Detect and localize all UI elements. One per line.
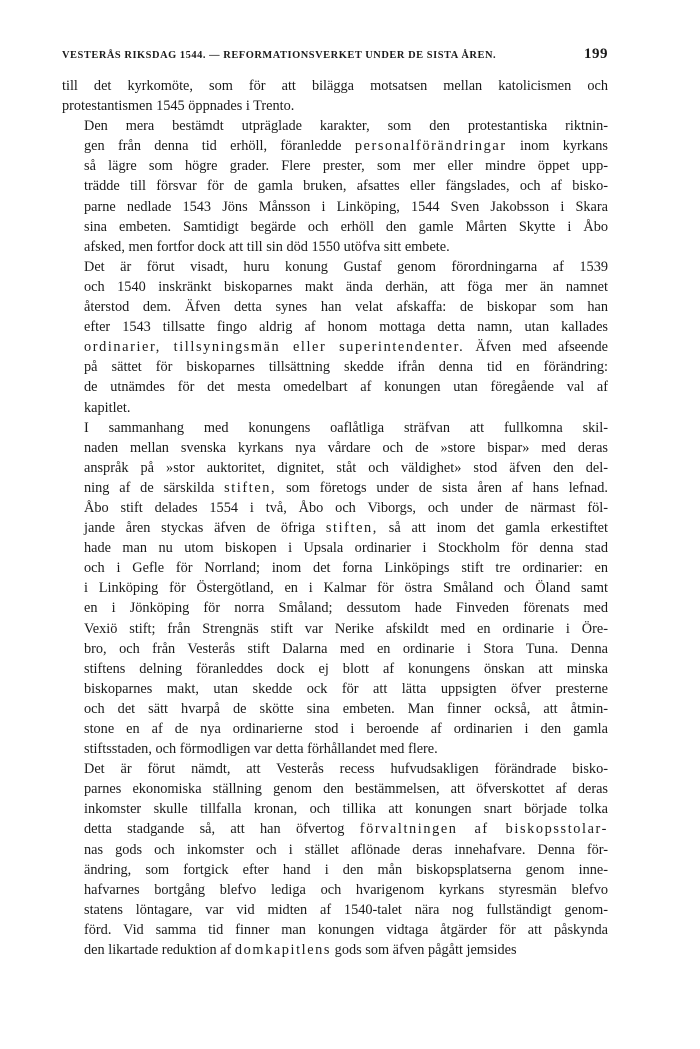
text-line: jande åren styckas äfven de öfriga stiften, så att inom det gamla erkestiftet — [84, 520, 608, 537]
text-line: Det är förut nämdt, att Vesterås recess hufvudsakligen förändrade bisko- — [84, 761, 608, 778]
text-line: stiftsstaden, och förmodligen var detta förhållandet med flere. — [84, 741, 438, 758]
text-line: så lägre som högre grader. Flere prester, som mer eller mindre öppet upp- — [84, 158, 608, 175]
text-line: Åbo stift delades 1554 i två, Åbo och Viborgs, och under de närmast föl- — [84, 499, 608, 516]
text-line: ändring, som fortgick efter hand i den mån biskopsplatserna genom inne- — [84, 861, 608, 878]
running-head-title: VESTERÅS RIKSDAG 1544. — REFORMATIONSVERKET UNDER DE SISTA ÅREN. — [62, 50, 497, 61]
text-line: afsked, men fortfor dock att till sin död 1550 utöfva sitt embete. — [84, 238, 450, 255]
text-line: förd. Vid samma tid finner man konungen vidtaga åtgärder för att påskynda — [84, 921, 608, 938]
text-line: på sättet för biskoparnes tillsättning skedde ifrån denna tid en förändring: — [84, 359, 608, 376]
text-line: statens löntagare, var vid midten af 1540-talet nära nog fullständigt genom- — [84, 901, 608, 918]
text-line: stone en af de nya ordinarierne stod i beroende af ordinarien i den gamla — [84, 721, 608, 737]
page-number: 199 — [584, 46, 608, 62]
text-line: trädde till försvar för de gamla bruken, afsattes eller fängslades, och af bisko- — [84, 178, 608, 195]
paragraph — [62, 116, 608, 257]
text-line: biskoparnes makt, utan skedde ock för att lätta uppsigten öfver presterne — [84, 680, 608, 697]
paragraph — [62, 257, 608, 418]
text-line: hafvarnes bortgång blefvo lediga och hvarigenom kyrkans styresmän blefvo — [84, 881, 608, 898]
text-line: de utnämdes för det mesta omedelbart af konungen utan föregående val af — [84, 379, 608, 396]
text-line: återstod dem. Äfven detta synes han velat afskaffa: de biskopar som han — [84, 299, 608, 316]
text-line: ordinarier, tillsyningsmän eller superintendenter. Äfven med afseende — [84, 339, 608, 356]
text-line: efter 1543 tillsatte fingo aldrig af honom mottaga detta namn, utan kallades — [84, 319, 608, 336]
text-line: inkomster skulle tillfalla kronan, och tillika att konungen snart började tolka — [84, 801, 608, 818]
text-line: den likartade reduktion af domkapitlens gods som äfven pågått jemsides — [84, 942, 517, 959]
text-line: och i Gefle för Norrland; inom det forna Linköpings stift tre ordinarier: en — [84, 560, 608, 577]
text-line: anspråk på »stor auktoritet, dignitet, ståt och väldighet» stod äfven den del- — [84, 459, 608, 476]
text-line: hade man nu utom biskopen i Upsala ordinarier i Stockholm för denna stad — [84, 540, 608, 557]
text-line: ning af de särskilda stiften, som företogs under de sista åren af hans lefnad. — [84, 479, 608, 496]
body-text — [62, 76, 608, 960]
text-line: och det sätt hvarpå de skötte sina embeten. Man finner också, att åtmin- — [84, 700, 608, 717]
text-line: Det är förut visadt, huru konung Gustaf genom förordningarna af 1539 — [84, 258, 608, 275]
text-line: parne nedlade 1543 Jöns Månsson i Linköping, 1544 Sven Jakobsson i Skara — [84, 198, 608, 215]
text-line: till det kyrkomöte, som för att bilägga motsatsen mellan katolicismen och — [62, 78, 608, 94]
text-line: I sammanhang med konungens oaflåtliga sträfvan att fullkomna skil- — [84, 419, 608, 436]
running-head — [62, 46, 608, 66]
text-line: gen från denna tid erhöll, föranledde personalförändringar inom kyrkans — [84, 138, 608, 155]
text-line: Den mera bestämdt utpräglade karakter, som den protestantiska riktnin- — [84, 118, 608, 135]
text-line: en i Jönköping för norra Småland; dessutom hade Finveden förenats med — [84, 600, 608, 617]
text-line: Vexiö stift; från Strengnäs stift var Nerike afskildt med en ordinarie i Öre- — [84, 620, 608, 637]
text-line: i Linköping för Östergötland, en i Kalmar för östra Småland och Öland samt — [84, 580, 608, 597]
text-line: kapitlet. — [84, 399, 131, 416]
text-line: parnes ekonomiska ställning genom den bestämmelsen, att öfverskottet af deras — [84, 781, 608, 798]
paragraph — [62, 418, 608, 760]
paragraph — [62, 759, 608, 960]
text-line: stiftens delning föranleddes dock ej blott af konungens önskan att minska — [84, 660, 608, 677]
book-page — [62, 46, 608, 960]
text-line: detta stadgande så, att han öfvertog förvaltningen af biskopsstolar- — [84, 821, 608, 838]
paragraph — [62, 76, 608, 116]
text-line: protestantismen 1545 öppnades i Trento. — [62, 98, 295, 115]
text-line: sina embeten. Samtidigt begärde och erhöll den gamle Mårten Skytte i Åbo — [84, 218, 608, 235]
text-line: naden mellan svenska kyrkans nya vårdare och de »store bispar» med deras — [84, 439, 608, 456]
text-line: och 1540 inskränkt biskoparnes makt ända derhän, att föga mer än namnet — [84, 278, 608, 295]
text-line: bro, och från Vesterås stift Dalarna med en ordinarie i Stora Tuna. Denna — [84, 640, 608, 657]
text-line: nas gods och inkomster och i stället aflönade deras innehafvare. Denna för- — [84, 841, 608, 858]
